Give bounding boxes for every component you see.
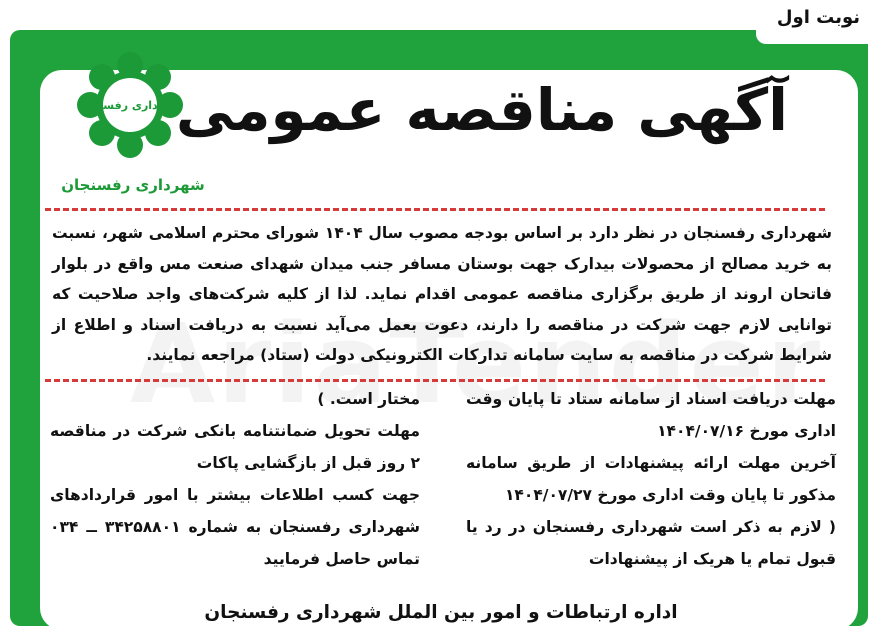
footer-department: اداره ارتباطات و امور بین الملل شهرداری رفسنجان — [204, 602, 678, 623]
guarantee-deadline: مهلت تحویل ضمانتنامه بانکی شرکت در مناقصه ۲ روز قبل از بازگشایی پاکات — [50, 422, 420, 472]
edition-tab — [756, 0, 878, 44]
municipality-emblem-icon — [70, 45, 190, 165]
emblem-text: شهرداری رفسنجان — [77, 99, 183, 112]
bid-deadline: آخرین مهلت ارائه پیشنهادات از طریق سامانه مذکور تا پایان وقت اداری مورخ ۱۴۰۴/۰۷/۲۷ — [466, 454, 836, 504]
footer-tab — [70, 598, 812, 636]
page-title: آگهی مناقصه عمومی — [175, 76, 788, 144]
rights-note-start: ( لازم به ذکر است شهرداری رفسنجان در رد یا قبول تمام یا هریک از پیشنهادات — [466, 518, 836, 568]
rights-note-end: مختار است. ) — [317, 390, 420, 408]
logo-caption: شهرداری رفسنجان — [61, 176, 205, 194]
divider-middle — [45, 379, 825, 382]
deadlines-column — [466, 383, 836, 575]
edition-label: نوبت اول — [776, 7, 860, 28]
terms-column — [50, 383, 420, 575]
contact-info: جهت کسب اطلاعات بیشتر با امور قراردادهای شهرداری رفسنجان به شماره ۳۴۲۵۸۸۰۱ ــ ۰۳۴ تماس حاصل فرمایید — [50, 486, 420, 568]
document-deadline: مهلت دریافت اسناد از سامانه ستاد تا پایان وقت اداری مورخ ۱۴۰۴/۰۷/۱۶ — [466, 390, 836, 440]
divider-top — [45, 208, 825, 211]
intro-paragraph: شهرداری رفسنجان در نظر دارد بر اساس بودجه مصوب سال ۱۴۰۴ شورای محترم اسلامی شهر، نسبت به خرید مصالح از محصولات بیدارک جهت بوستان مسافر جنب میدان شهدای صنعت مس واقع در بلوار فاتحان اروند از طریق برگزاری مناقصه عمومی اقدام نماید. لذا از کلیه شرکت‌های واجد صلاحیت که توانایی لازم جهت شرکت در مناقصه را دارند، دعوت بعمل می‌آید نسبت به دریافت اسناد و اطلاع از شرایط شرکت در مناقصه به سایت سامانه تدارکات الکترونیکی دولت (ستاد) مراجعه نمایند. — [52, 224, 832, 364]
